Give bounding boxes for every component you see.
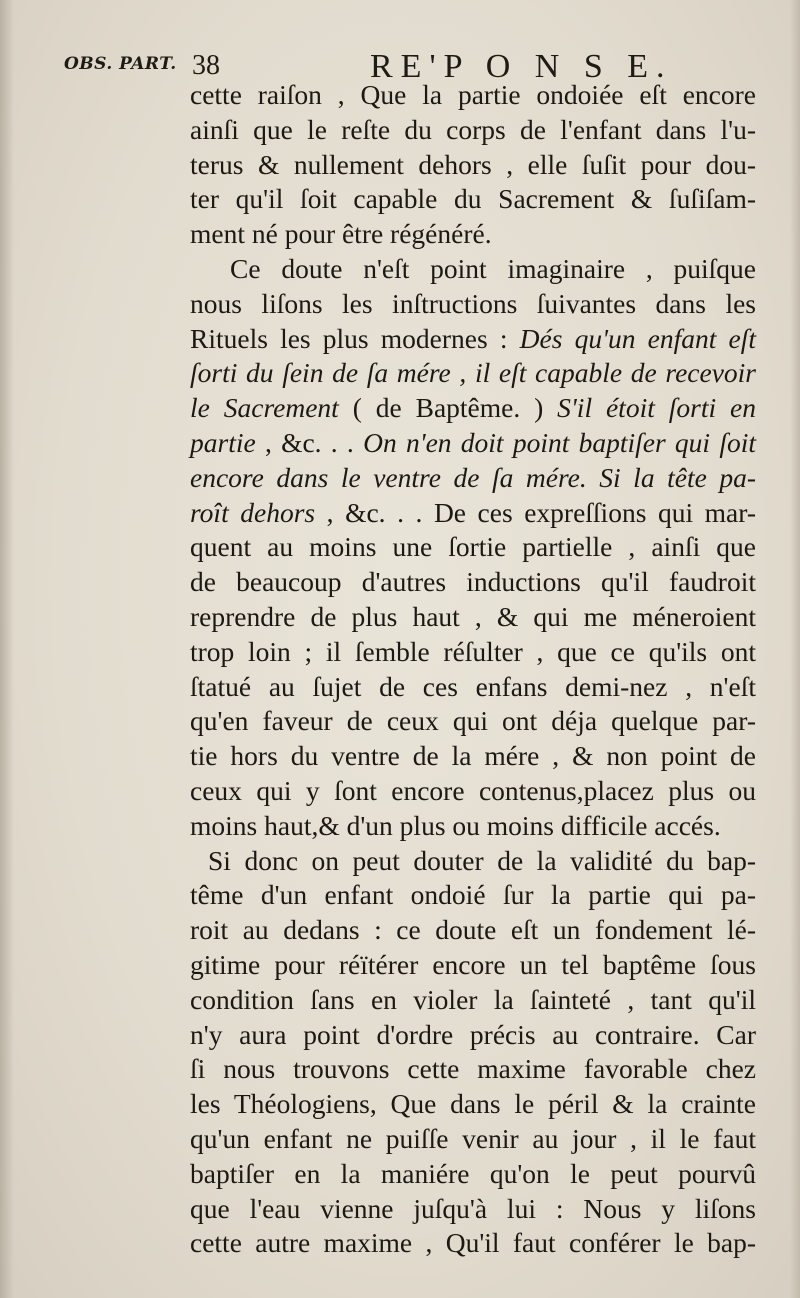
- text-line: [190, 844, 756, 879]
- italic-text: Dés qu'un enfant eſt: [519, 322, 756, 354]
- text-segment: ter qu'il ſoit capable du Sacrement & ſuſiſam-: [190, 183, 756, 215]
- text-segment: ment né pour être régénéré.: [190, 218, 492, 250]
- text-segment: tême d'un enfant ondoié ſur la partie qui pa-: [190, 879, 756, 911]
- text-line: [190, 391, 756, 426]
- text-line: [190, 1018, 756, 1053]
- text-segment: moins haut,& d'un plus ou moins difficile accés.: [190, 809, 721, 841]
- text-segment: Rituels les plus modernes :: [190, 322, 520, 354]
- section-marker: OBS. PART.: [64, 54, 177, 74]
- text-line: [190, 670, 756, 705]
- text-line: [190, 1157, 756, 1192]
- text-segment: Si donc on peut douter de la validité du bap-: [208, 844, 756, 876]
- text-line: [190, 600, 756, 635]
- text-line: [190, 426, 756, 461]
- text-line: [190, 461, 756, 496]
- text-segment: gitime pour réïtérer encore un tel baptême ſous: [190, 948, 756, 980]
- text-segment: que l'eau vienne juſqu'à lui : Nous y liſons: [190, 1192, 756, 1224]
- text-segment: qu'en faveur de ceux qui ont déja quelque par-: [190, 705, 756, 737]
- page-number: 38: [192, 50, 220, 81]
- text-segment: reprendre de plus haut , & qui me méneroient: [190, 600, 756, 632]
- text-line: [190, 739, 756, 774]
- text-segment: ceux qui y ſont encore contenus,placez plus ou: [190, 774, 756, 806]
- running-title: RE'P O N S E.: [370, 48, 673, 85]
- text-segment: ( de Baptême. ): [338, 392, 558, 424]
- italic-text: On n'en doit point baptiſer qui ſoit: [363, 426, 756, 458]
- text-segment: qu'un enfant ne puiſſe venir au jour , il le faut: [190, 1122, 756, 1154]
- text-segment: de beaucoup d'autres inductions qu'il faudroit: [190, 566, 756, 598]
- text-line: [190, 565, 756, 600]
- text-line: [190, 496, 756, 531]
- text-line: [190, 356, 756, 391]
- text-line: [190, 878, 756, 913]
- text-line: [190, 78, 756, 113]
- text-segment: n'y aura point d'ordre précis au contraire. Car: [190, 1018, 756, 1050]
- text-line: [190, 1192, 756, 1227]
- text-line: [190, 113, 756, 148]
- text-line: [190, 635, 756, 670]
- text-line: [190, 774, 756, 809]
- text-segment: ſi nous trouvons cette maxime favorable chez: [190, 1053, 756, 1085]
- text-line: [190, 983, 756, 1018]
- text-segment: ſtatué au ſujet de ces enfans demi-nez , n'eſt: [190, 670, 756, 702]
- text-line: [190, 217, 756, 252]
- text-line: [190, 322, 756, 357]
- text-line: [190, 913, 756, 948]
- italic-text: S'il étoit ſorti en: [557, 392, 756, 424]
- text-line: [190, 1087, 756, 1122]
- text-segment: cette raiſon , Que la partie ondoiée eſt encore: [190, 79, 756, 110]
- text-line: [190, 182, 756, 217]
- text-segment: cette autre maxime , Qu'il faut conférer le bap-: [190, 1227, 756, 1259]
- text-segment: ainſi que le reſte du corps de l'enfant dans l'u-: [190, 113, 756, 145]
- text-segment: Ce doute n'eſt point imaginaire , puiſque: [230, 252, 756, 284]
- text-segment: , &c. . . De ces expreſſions qui mar-: [315, 496, 756, 528]
- text-segment: quent au moins une ſortie partielle , ainſi que: [190, 531, 756, 563]
- italic-text: encore dans le ventre de ſa mére. Si la tête pa-: [190, 461, 756, 493]
- text-line: [190, 287, 756, 322]
- italic-text: partie: [190, 426, 256, 458]
- text-line: [190, 148, 756, 183]
- italic-text: ſorti du ſein de ſa mére , il eſt capable de recevoir: [190, 357, 756, 389]
- text-segment: roit au dedans : ce doute eſt un fondement lé-: [190, 914, 756, 946]
- text-segment: condition ſans en violer la ſainteté , tant qu'il: [190, 983, 756, 1015]
- text-segment: trop loin ; il ſemble réſulter , que ce qu'ils ont: [190, 635, 756, 667]
- italic-text: roît dehors: [190, 496, 316, 528]
- text-segment: nous liſons les inſtructions ſuivantes dans les: [190, 287, 756, 319]
- italic-text: le Sacrement: [190, 392, 339, 424]
- page-left-shadow: [0, 0, 14, 1298]
- text-line: [190, 1052, 756, 1087]
- text-line: [190, 252, 756, 287]
- text-line: [190, 1122, 756, 1157]
- text-segment: baptiſer en la maniére qu'on le peut pourvû: [190, 1157, 756, 1189]
- body-text: [190, 78, 756, 1261]
- text-segment: terus & nullement dehors , elle ſuſit pour dou-: [190, 148, 756, 180]
- text-line: [190, 530, 756, 565]
- text-segment: les Théologiens, Que dans le péril & la crainte: [190, 1088, 756, 1120]
- text-segment: , &c. . .: [255, 426, 364, 458]
- text-line: [190, 704, 756, 739]
- text-line: [190, 948, 756, 983]
- text-segment: tie hors du ventre de la mére , & non point de: [190, 740, 756, 772]
- page-right-shadow: [790, 0, 800, 1298]
- text-line: [190, 809, 756, 844]
- text-line: [190, 1226, 756, 1261]
